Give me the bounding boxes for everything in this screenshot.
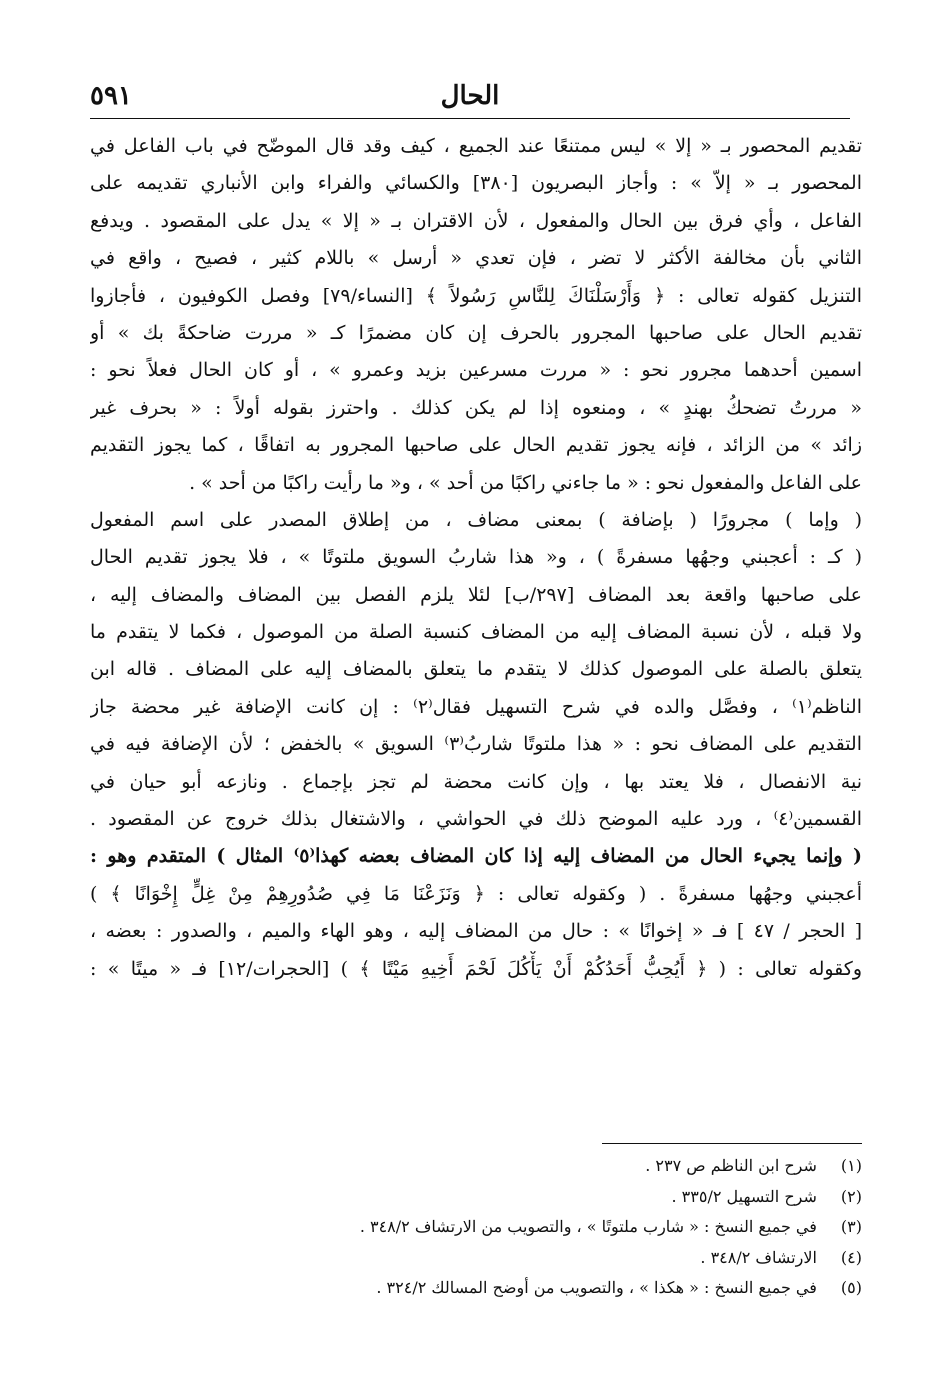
text-line: على الفاعل والمفعول نحو : « ما جاءني راكبًا من أحد » ، و« ما رأيت راكبًا من أحد » . xyxy=(189,471,862,494)
footnote-number: (٥) xyxy=(840,1278,862,1298)
text-line: على صاحبها واقعة بعد المضاف [٢٩٧/ب] لئلا يلزم الفصل بين المضاف والمضاف إليه ، xyxy=(90,583,862,606)
text-line: المحصور بـ « إلاّ » : وأجاز البصريون [٣٨٠] والكسائي والفراء وابن الأنباري تقديمه على xyxy=(90,172,862,195)
text-line: [ الحجر / ٤٧ ] فـ « إخوانًا » : حال من المضاف إليه ، وهو الهاء والميم ، والصدور : بعضه ، xyxy=(90,920,862,943)
text-line: تقديم الحال على صاحبها المجرور بالحرف إن كان مضمرًا كـ « مررت ضاحكةً بك » أو xyxy=(90,321,862,344)
text-line: نية الانفصال ، فلا يعتد بها ، وإن كانت محضة لم تجز بإجماع . ونازعه أبو حيان في xyxy=(90,770,862,793)
footnote-rule xyxy=(602,1143,862,1144)
text-line: أعجبني وجهُها مسفرةً . ( وكقوله تعالى : ﴿ وَنَزَعْنَا مَا فِي صُدُورِهِمْ مِنْ غِلٍّ إِخْوَانًا ﴾ ) xyxy=(90,882,862,905)
text-line: وكقوله تعالى : ( ﴿ أَيُحِبُّ أَحَدُكُمْ أَنْ يَأْكُلَ لَحْمَ أَخِيهِ مَيْتًا ﴾ ) [الحجرات/١٢] فـ « ميتًا » : xyxy=(90,957,862,980)
footnote-text: الارتشاف ٣٤٨/٢ . xyxy=(700,1247,817,1267)
footnote xyxy=(120,1182,862,1213)
footnote-text: في جميع النسخ : « شارب ملتوتًا » ، والتصويب من الارتشاف ٣٤٨/٢ . xyxy=(359,1217,817,1237)
page-number: ٥٩١ xyxy=(90,81,132,111)
footnote xyxy=(120,1243,862,1274)
text-line: تقديم المحصور بـ « إلا » ليس ممتنعًا عند الجميع ، كيف وقد قال الموضّح في باب الفاعل في xyxy=(90,135,862,157)
text-line: الفاعل ، وأي فرق بين الحال والمفعول ، لأن الاقتران بـ « إلا » يدل على المقصود . ويدفع xyxy=(90,209,862,232)
text-line: اسمين أحدهما مجرور نحو : « مررت مسرعين بزيد وعمرو » ، أو كان الحال فعلاً نحو : xyxy=(90,359,862,382)
footnote-text: شرح التسهيل ٣٣٥/٢ . xyxy=(671,1186,817,1206)
text-line: التنزيل كقوله تعالى : ﴿ وَأَرْسَلْنَاكَ لِلنَّاسِ رَسُولاً ﴾ [النساء/٧٩] وفصل الكوفيون ، فأجازوا xyxy=(90,284,862,307)
text-line: القسمين⁽٤⁾ ، ورد عليه الموضح ذلك في الحواشي ، والاشتغال بذلك خروج عن المقصود . xyxy=(90,808,862,831)
text-line: يتعلق بالصلة على الموصول كذلك لا يتقدم ما يتعلق بالمضاف إليه على المضاف . قاله ابن xyxy=(90,658,862,681)
footnotes xyxy=(120,1151,862,1304)
text-line: ( وإما ) مجرورًا ( بإضافة ) بمعنى مضاف ، من إطلاق المصدر على اسم المفعول xyxy=(90,508,862,531)
footnote xyxy=(120,1151,862,1182)
text-line: التقديم على المضاف نحو : « هذا ملتوتًا شاربُ⁽٣⁾ السويق » بالخفض ؛ لأن الإضافة فيه في xyxy=(90,733,862,756)
text-line: ( وإنما يجيء الحال من المضاف إليه إذا كان المضاف بعضه كهذا⁽٥⁾ المثال ) المتقدم وهو : xyxy=(90,845,862,868)
text-line: ( كـ : أعجبني وجهُها مسفرةً ) ، و« هذا شاربُ السويق ملتوتًا » ، فلا يجوز تقديم الحال xyxy=(90,546,862,569)
body-text xyxy=(90,128,862,1138)
header-rule xyxy=(90,118,850,119)
footnote xyxy=(120,1212,862,1243)
footnote-number: (٣) xyxy=(840,1217,862,1237)
text-line: ولا قبله ، لأن نسبة المضاف إليه من المضاف كنسبة الصلة من الموصول ، فكما لا يتقدم ما xyxy=(90,621,862,644)
footnote xyxy=(120,1273,862,1304)
text-line: زائد » من الزائد ، فإنه يجوز تقديم الحال على صاحبها المجرور به اتفاقًا ، كما يجوز التقديم xyxy=(90,434,862,457)
footnote-number: (٤) xyxy=(840,1247,862,1267)
footnote-number: (١) xyxy=(840,1156,862,1175)
footnote-text: في جميع النسخ : « هكذا » ، والتصويب من أوضح المسالك ٣٢٤/٢ . xyxy=(376,1278,817,1298)
footnote-number: (٢) xyxy=(840,1186,862,1206)
text-line: الثاني بأن مخالفة الأكثر لا تضر ، فإن تعدي « أرسل » باللام كثير ، فصيح ، واقع في xyxy=(90,247,862,270)
footnote-text: شرح ابن الناظم ص ٢٣٧ . xyxy=(645,1156,817,1175)
text-line: الناظم⁽١⁾ ، وفصَّل والده في شرح التسهيل فقال⁽٢⁾ : إن كانت الإضافة غير محضة جاز xyxy=(90,695,862,718)
chapter-title: الحال xyxy=(440,81,500,111)
text-line: « مررتُ تضحكُ بهندٍ » ، ومنعوه إذا لم يكن كذلك . واحترز بقوله أولاً : « بحرف غير xyxy=(90,396,862,419)
page-header xyxy=(90,76,850,118)
